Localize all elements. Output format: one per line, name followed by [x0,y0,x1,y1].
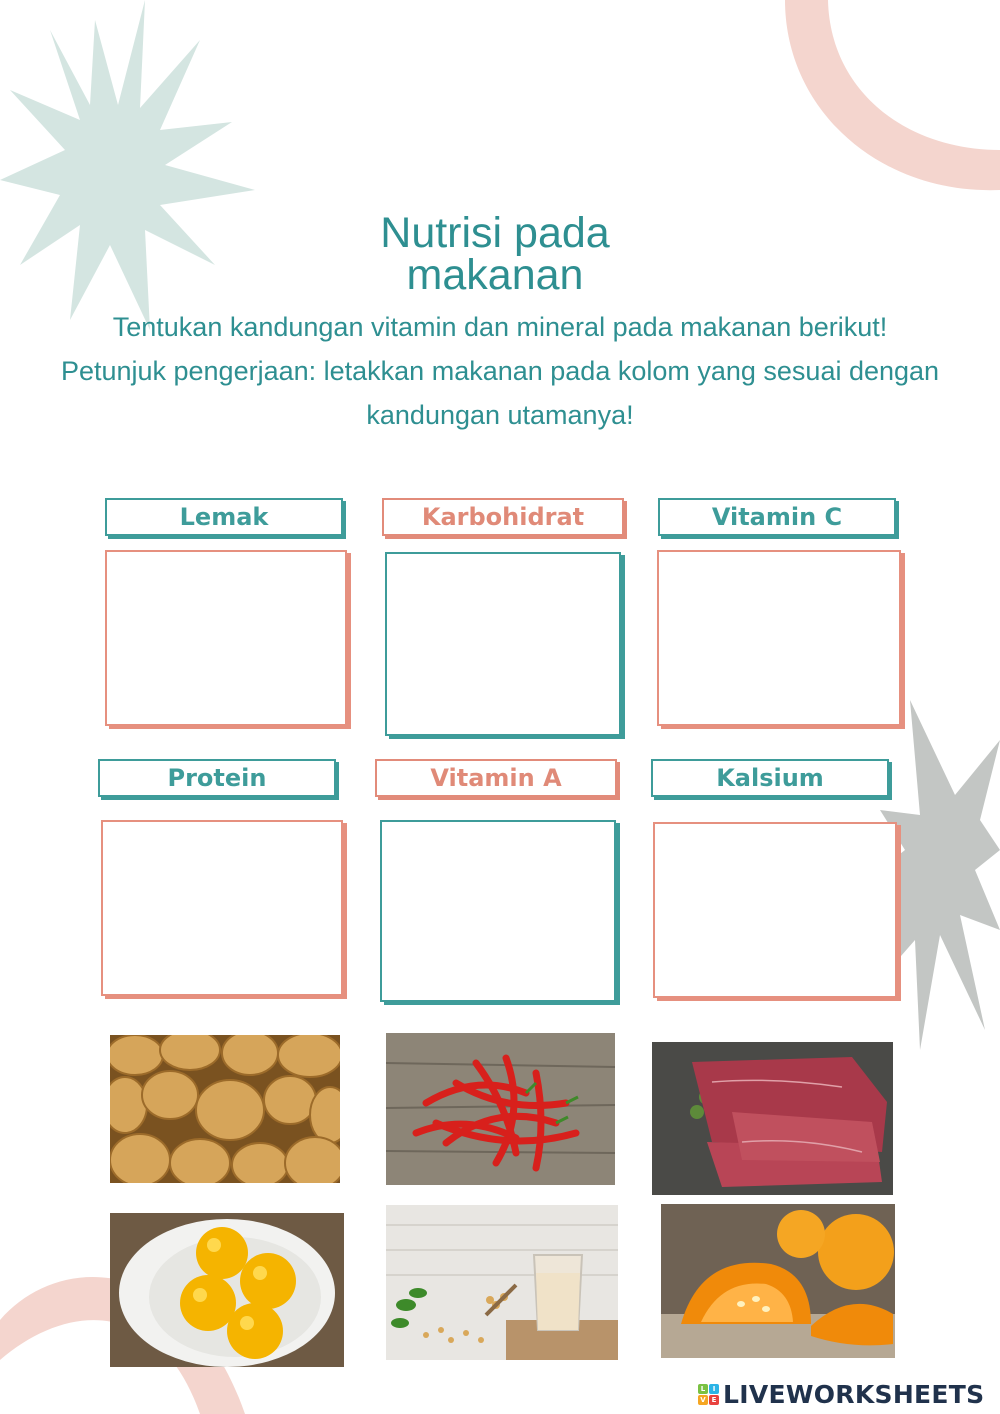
category-label-kalsium: Kalsium [651,759,889,797]
logo-letter-l: L [698,1384,708,1394]
food-image-raw-beef[interactable] [652,1042,893,1195]
drop-zone-vitamin-a[interactable] [380,820,616,1002]
category-label-protein: Protein [98,759,336,797]
instruction-line-3: kandungan utamanya! [366,400,634,430]
instruction-line-2: Petunjuk pengerjaan: letakkan makanan pada kolom yang sesuai dengan [60,356,940,386]
food-image-chili-peppers[interactable] [386,1033,615,1185]
category-label-karbohidrat: Karbohidrat [382,498,624,536]
drop-zone-lemak[interactable] [105,550,347,726]
pink-arc-decoration [770,0,1000,220]
drop-zone-protein[interactable] [101,820,343,996]
food-image-soy-milk[interactable] [386,1205,618,1360]
gray-starburst-decoration [880,700,1000,1050]
drop-zone-karbohidrat[interactable] [385,552,621,736]
category-label-lemak: Lemak [105,498,343,536]
drop-zone-vitamin-c[interactable] [657,550,901,726]
category-label-vitamin-c: Vitamin C [658,498,896,536]
logo-letter-v: V [698,1395,708,1405]
liveworksheets-brand [698,1380,984,1409]
title-line-2: makanan [406,251,584,299]
food-image-pumpkin[interactable] [661,1204,895,1358]
food-image-potatoes[interactable] [110,1035,340,1183]
logo-letter-e: E [709,1395,719,1405]
liveworksheets-logo [698,1384,719,1405]
drop-zone-kalsium[interactable] [653,822,897,998]
title-line-1: Nutrisi pada [380,209,610,257]
page-title [300,209,690,299]
category-label-vitamin-a: Vitamin A [375,759,617,797]
instruction-line-1: Tentukan kandungan vitamin dan mineral pada makanan berikut! [112,312,888,342]
logo-letter-i: I [709,1384,719,1394]
food-image-egg-yolks[interactable] [110,1213,344,1367]
brand-name: LIVEWORKSHEETS [723,1380,985,1409]
